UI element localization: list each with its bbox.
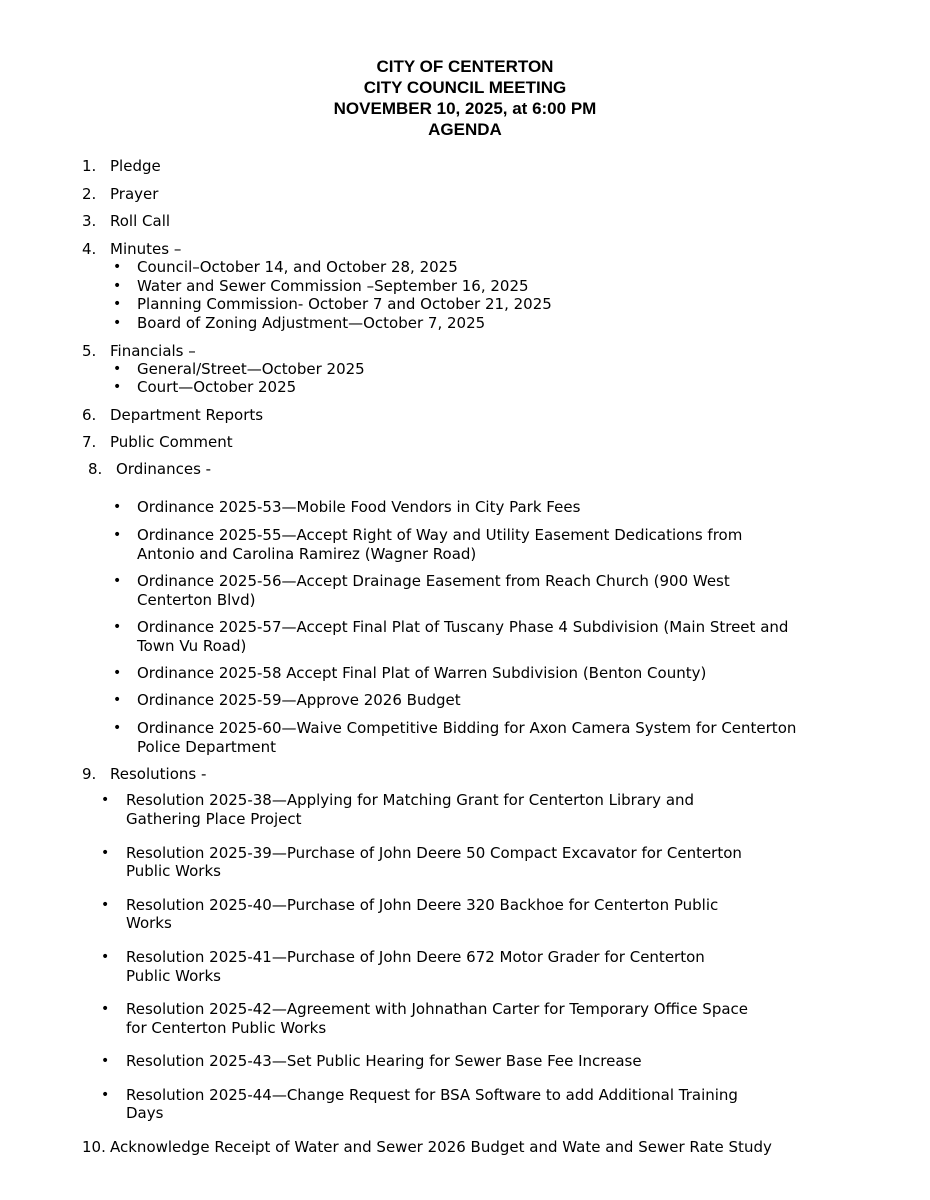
bullet-icon: • [113, 361, 122, 377]
agenda-subitem-line: Resolution 2025-44—Change Request for BSA Software to add Additional Training [126, 1086, 738, 1104]
agenda-subitem-line: Police Department [137, 738, 277, 756]
agenda-subitem-line: Resolution 2025-42—Agreement with Johnathan Carter for Temporary Office Space [126, 1000, 749, 1018]
agenda-subitem-line: Council–October 14, and October 28, 2025 [137, 258, 458, 276]
agenda-item-label: Department Reports [110, 406, 264, 424]
agenda-item-number: 2. [82, 185, 97, 203]
agenda-item-label: Pledge [110, 157, 161, 175]
agenda-item-label: Minutes – [110, 240, 182, 258]
agenda-item-number: 8. [88, 460, 103, 478]
bullet-icon: • [101, 1053, 110, 1069]
bullet-icon: • [113, 527, 122, 543]
city-name: CITY OF CENTERTON [376, 57, 554, 76]
agenda-subitem-line: Ordinance 2025-59—Approve 2026 Budget [137, 691, 461, 709]
agenda-item-number: 5. [82, 342, 97, 360]
agenda-title: AGENDA [428, 120, 502, 139]
bullet-icon: • [101, 1001, 110, 1017]
agenda-subitem-line: Antonio and Carolina Ramirez (Wagner Road) [137, 545, 477, 563]
agenda-subitem-line: Centerton Blvd) [137, 591, 256, 609]
agenda-subitem-line: General/Street—October 2025 [137, 360, 365, 378]
bullet-icon: • [101, 897, 110, 913]
agenda-subitem-line: Ordinance 2025-55—Accept Right of Way and Utility Easement Dedications from [137, 526, 743, 544]
agenda-item-label: Resolutions - [110, 765, 207, 783]
agenda-item-label: Public Comment [110, 433, 233, 451]
bullet-icon: • [113, 720, 122, 736]
agenda-subitem-line: Ordinance 2025-53—Mobile Food Vendors in City Park Fees [137, 498, 581, 516]
agenda-item-number: 10. [82, 1138, 106, 1156]
agenda-subitem-line: Resolution 2025-43—Set Public Hearing for Sewer Base Fee Increase [126, 1052, 642, 1070]
agenda-subitem-line: Board of Zoning Adjustment—October 7, 2025 [137, 314, 486, 332]
bullet-icon: • [113, 499, 122, 515]
agenda-subitem-line: Town Vu Road) [137, 637, 247, 655]
agenda-subitem-line: Works [126, 914, 172, 932]
agenda-item-number: 7. [82, 433, 97, 451]
agenda-subitem-line: Water and Sewer Commission –September 16, 2025 [137, 277, 529, 295]
meeting-date: NOVEMBER 10, 2025, at 6:00 PM [333, 99, 597, 118]
agenda-subitem-line: Ordinance 2025-56—Accept Drainage Easement from Reach Church (900 West [137, 572, 730, 590]
bullet-icon: • [101, 1087, 110, 1103]
agenda-subitem-line: Gathering Place Project [126, 810, 302, 828]
bullet-icon: • [113, 379, 122, 395]
agenda-item-number: 4. [82, 240, 97, 258]
agenda-subitem-line: Public Works [126, 967, 221, 985]
meeting-title: CITY COUNCIL MEETING [363, 78, 567, 97]
bullet-icon: • [101, 949, 110, 965]
bullet-icon: • [113, 315, 122, 331]
agenda-item-label: Prayer [110, 185, 159, 203]
bullet-icon: • [101, 792, 110, 808]
agenda-subitem-line: Resolution 2025-38—Applying for Matching Grant for Centerton Library and [126, 791, 695, 809]
agenda-item-number: 1. [82, 157, 97, 175]
bullet-icon: • [113, 296, 122, 312]
bullet-icon: • [113, 619, 122, 635]
agenda-subitem-line: Resolution 2025-41—Purchase of John Deere 672 Motor Grader for Centerton [126, 948, 705, 966]
agenda-subitem-line: Ordinance 2025-58 Accept Final Plat of Warren Subdivision (Benton County) [137, 664, 707, 682]
agenda-item-label: Ordinances - [116, 460, 212, 478]
agenda-subitem-line: Planning Commission- October 7 and October 21, 2025 [137, 295, 552, 313]
agenda-item-label: Financials – [110, 342, 196, 360]
agenda-item-label: Roll Call [110, 212, 171, 230]
bullet-icon: • [113, 665, 122, 681]
bullet-icon: • [113, 278, 122, 294]
agenda-subitem-line: Ordinance 2025-57—Accept Final Plat of Tuscany Phase 4 Subdivision (Main Street and [137, 618, 789, 636]
bullet-icon: • [113, 259, 122, 275]
agenda-item-number: 9. [82, 765, 97, 783]
agenda-subitem-line: Public Works [126, 862, 221, 880]
bullet-icon: • [113, 692, 122, 708]
agenda-item-label: Acknowledge Receipt of Water and Sewer 2026 Budget and Wate and Sewer Rate Study [110, 1138, 772, 1156]
agenda-subitem-line: Ordinance 2025-60—Waive Competitive Bidding for Axon Camera System for Centerton [137, 719, 797, 737]
bullet-icon: • [113, 573, 122, 589]
agenda-item-number: 3. [82, 212, 97, 230]
agenda-subitem-line: Court—October 2025 [137, 378, 297, 396]
agenda-subitem-line: Resolution 2025-40—Purchase of John Deere 320 Backhoe for Centerton Public [126, 896, 719, 914]
agenda-item-number: 6. [82, 406, 97, 424]
agenda-subitem-line: Days [126, 1104, 164, 1122]
agenda-subitem-line: for Centerton Public Works [126, 1019, 327, 1037]
bullet-icon: • [101, 845, 110, 861]
agenda-subitem-line: Resolution 2025-39—Purchase of John Deere 50 Compact Excavator for Centerton [126, 844, 742, 862]
